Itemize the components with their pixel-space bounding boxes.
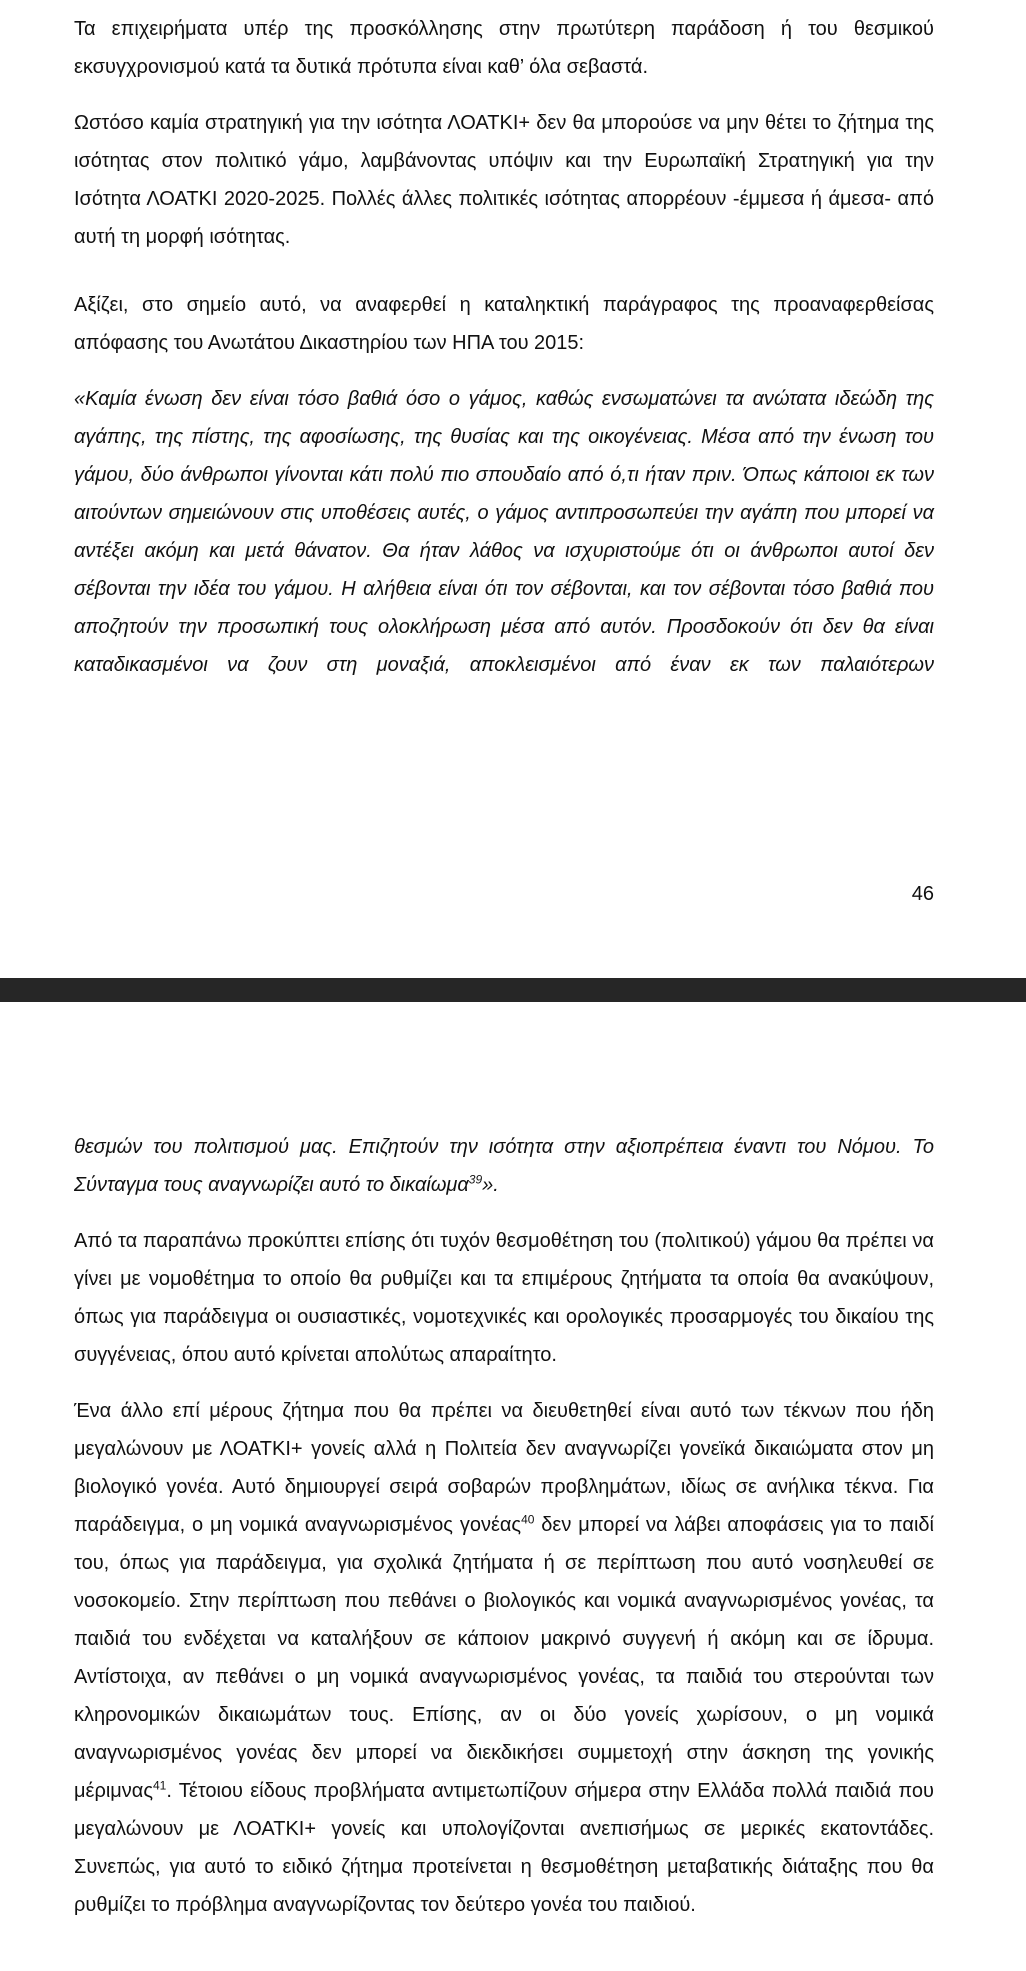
supreme-court-quote: «Καμία ένωση δεν είναι τόσο βαθιά όσο ο γάμος, καθώς ενσωματώνει τα ανώτατα ιδεώδη της αγάπης, της πίστης, της αφοσίωσης, της θυσίας και της οικογένειας. Μέσα από την ένωση του γάμου, δύο άνθρωποι γίνονται κάτι πολύ πιο σπουδαίο από ό,τι ήταν πριν. Όπως κάποιοι εκ των αιτούντων σημειώνουν στις υποθέσεις αυτές, ο γάμος αντιπροσωπεύει την αγάπη που μπορεί να αντέξει ακόμη και μετά θάνατον. Θα ήταν λάθος να ισχυριστούμε ότι οι άνθρωποι αυτοί δεν σέβονται την ιδέα του γάμου. Η αλήθεια είναι ότι τον σέβονται, και τον σέβονται τόσο βαθιά που αποζητούν την προσωπική τους ολοκλήρωση μέσα από αυτόν. Προσδοκούν ότι δεν θα είναι καταδικασμένοι να ζουν στη μοναξιά, αποκλεισμένοι από έναν εκ των παλαιότερων <box>74 388 934 676</box>
page-separator <box>0 978 1026 1002</box>
quote-closing-mark: ». <box>482 1174 499 1196</box>
text-column <box>74 10 934 684</box>
quote-continuation-text: θεσμών του πολιτισμού μας. Επιζητούν την ισότητα στην αξιοπρέπεια έναντι του Νόμου. Το Σύνταγμα τους αναγνωρίζει αυτό το δικαίωμα <box>74 1136 934 1196</box>
paragraph-arguments: Τα επιχειρήματα υπέρ της προσκόλλησης στην πρωτύτερη παράδοση ή του θεσμικού εκσυγχρονισμού κατά τα δυτικά πρότυπα είναι καθ’ όλα σεβαστά. <box>74 18 934 78</box>
footnote-ref-41[interactable]: 41 <box>152 1778 167 1793</box>
footnote-ref-40[interactable]: 40 <box>521 1512 535 1527</box>
document-page-46 <box>0 0 1026 978</box>
footnote-ref-39[interactable]: 39 <box>468 1172 483 1187</box>
paragraph-children-parents <box>74 1392 934 1924</box>
paragraph-children-text-3: . Τέτοιου είδους προβλήματα αντιμετωπίζουν σήμερα στην Ελλάδα πολλά παιδιά που μεγαλώνουν με ΛΟΑΤΚΙ+ γονείς και υπολογίζονται ανεπισήμως σε μερικές εκατοντάδες. Συνεπώς, για αυτό το ειδικό ζήτημα προτείνεται η θεσμοθέτηση μεταβατικής διάταξης που θα ρυθμίζει το πρόβλημα αναγνωρίζοντας τον δεύτερο γονέα του παιδιού. <box>74 1780 934 1916</box>
paragraph-supreme-court-intro: Αξίζει, στο σημείο αυτό, να αναφερθεί η καταληκτική παράγραφος της προαναφερθείσας απόφασης του Ανωτάτου Δικαστηρίου των ΗΠΑ του 2015: <box>74 294 934 354</box>
paragraph-children-text-1: Ένα άλλο επί μέρους ζήτημα που θα πρέπει να διευθετηθεί είναι αυτό των τέκνων που ήδη μεγαλώνουν με ΛΟΑΤΚΙ+ γονείς αλλά η Πολιτεία δεν αναγνωρίζει γονεϊκά δικαιώματα στον μη βιολογικό γονέα. Αυτό δημιουργεί σειρά σοβαρών προβλημάτων, ιδίως σε ανήλικα τέκνα. Για παράδειγμα, ο μη νομικά αναγνωρισμένος γονέας <box>74 1400 934 1536</box>
page-number: 46 <box>911 883 934 905</box>
document-page-47 <box>0 1002 1026 1971</box>
supreme-court-quote-continuation <box>74 1128 934 1204</box>
paragraph-children-text-2: δεν μπορεί να λάβει αποφάσεις για το παιδί του, όπως για παράδειγμα, για σχολικά ζητήματα ή σε περίπτωση που αυτό νοσηλευθεί σε νοσοκομείο. Στην περίπτωση που πεθάνει ο βιολογικός και νομικά αναγνωρισμένος γονέας, τα παιδιά του ενδέχεται να καταλήξουν σε κάποιον μακρινό συγγενή ή ακόμη και σε ίδρυμα. Αντίστοιχα, αν πεθάνει ο μη νομικά αναγνωρισμένος γονέας, τα παιδιά του στερούνται των κληρονομικών δικαιωμάτων τους. Επίσης, αν οι δύο γονείς χωρίσουν, ο μη νομικά αναγνωρισμένος γονέας δεν μπορεί να διεκδικήσει συμμετοχή στην άσκηση της γονικής μέριμνας <box>74 1514 934 1802</box>
paragraph-legislation: Από τα παραπάνω προκύπτει επίσης ότι τυχόν θεσμοθέτηση του (πολιτικού) γάμου θα πρέπει να γίνει με νομοθέτημα το οποίο θα ρυθμίζει και τα επιμέρους ζητήματα τα οποία θα ανακύψουν, όπως για παράδειγμα οι ουσιαστικές, νομοτεχνικές και ορολογικές προσαρμογές του δικαίου της συγγένειας, όπου αυτό κρίνεται απολύτως απαραίτητο. <box>74 1230 934 1366</box>
paragraph-equality-strategy: Ωστόσο καμία στρατηγική για την ισότητα ΛΟΑΤΚΙ+ δεν θα μπορούσε να μην θέτει το ζήτημα της ισότητας στον πολιτικό γάμο, λαμβάνοντας υπόψιν και την Ευρωπαϊκή Στρατηγική για την Ισότητα ΛΟΑΤΚΙ 2020-2025. Πολλές άλλες πολιτικές ισότητας απορρέουν -έμμεσα ή άμεσα- από αυτή τη μορφή ισότητας. <box>74 112 934 248</box>
text-column <box>74 1128 934 1924</box>
